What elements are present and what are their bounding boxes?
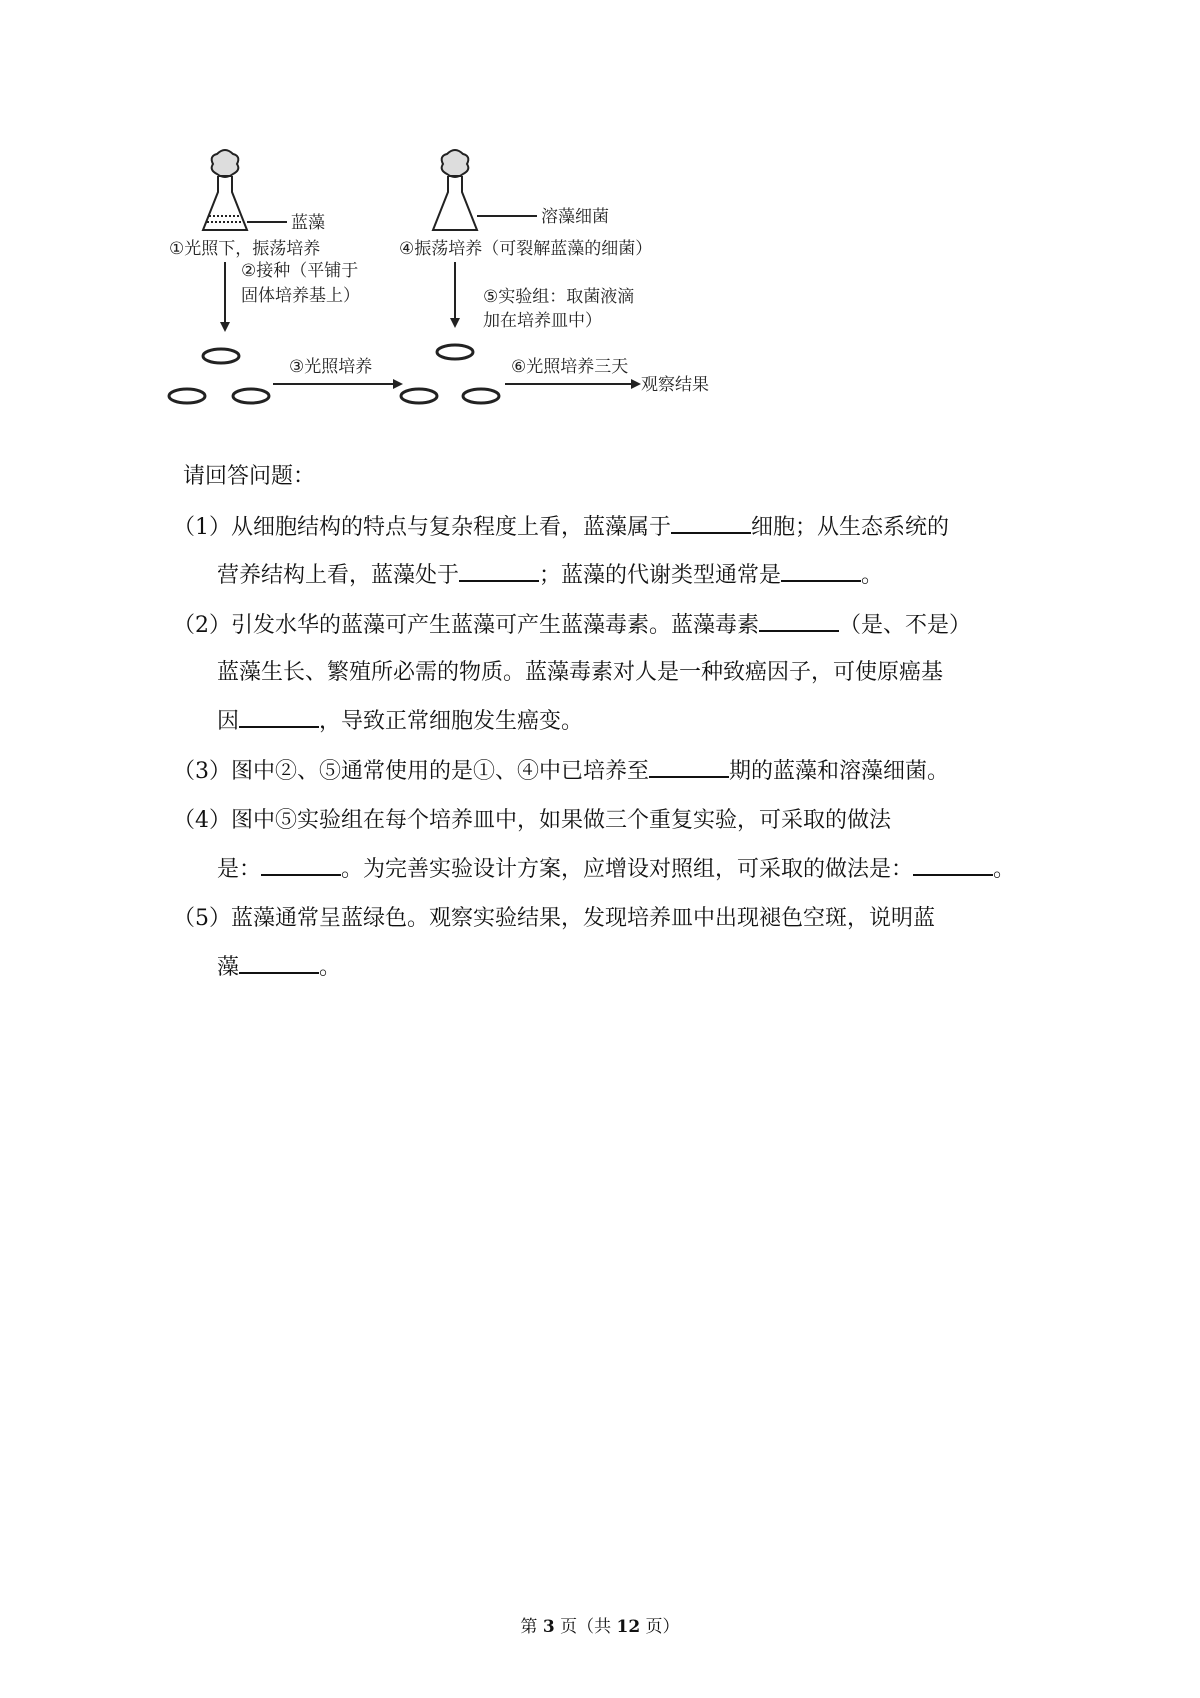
answer-blank [649, 756, 729, 778]
question-3: （3）图中②、⑤通常使用的是①、④中已培养至 期的蓝藻和溶藻细菌。 [173, 756, 949, 787]
petri-dish-icon [233, 389, 269, 403]
answer-blank [239, 952, 319, 974]
step2-label-line1: ②接种（平铺于 [241, 261, 359, 281]
flask-icon [203, 150, 247, 230]
petri-dish-icon [169, 389, 205, 403]
step5-label-line2: 加在培养皿中） [483, 311, 602, 331]
step1-label: ①光照下，振荡培养 [169, 239, 321, 259]
step6-label: ⑥光照培养三天 [511, 357, 629, 377]
answer-blank [671, 512, 751, 534]
answer-blank [781, 560, 861, 582]
question-4: （4）图中⑤实验组在每个培养皿中，如果做三个重复实验，可采取的做法 [173, 808, 891, 833]
answer-blank [459, 560, 539, 582]
answer-blank [239, 706, 319, 728]
question-5: （5）蓝藻通常呈蓝绿色。观察实验结果，发现培养皿中出现褪色空斑，说明蓝 [173, 906, 935, 931]
question-1: （1）从细胞结构的特点与复杂程度上看，蓝藻属于 细胞；从生态系统的 [173, 512, 949, 543]
step4-label: ④振荡培养（可裂解蓝藻的细菌） [399, 239, 653, 259]
petri-dish-icon [203, 349, 239, 363]
question-2-cont: 蓝藻生长、繁殖所必需的物质。蓝藻毒素对人是一种致癌因子，可使原癌基 [217, 660, 944, 685]
question-2-cont2: 因 ，导致正常细胞发生癌变。 [217, 706, 583, 737]
observe-label: 观察结果 [641, 375, 709, 395]
intro-text: 请回答问题： [183, 464, 316, 489]
flask-icon [433, 150, 477, 230]
petri-dish-group-right [401, 345, 499, 403]
answer-blank [261, 854, 341, 876]
question-4-cont: 是： 。为完善实验设计方案，应增设对照组，可采取的做法是： 。 [217, 854, 1015, 885]
experiment-diagram [165, 140, 765, 450]
step3-label: ③光照培养 [289, 357, 373, 377]
page-footer: 第 3 页（共 12 页） [520, 1617, 680, 1637]
question-2: （2）引发水华的蓝藻可产生蓝藻可产生蓝藻毒素。蓝藻毒素 （是、不是） [173, 610, 971, 641]
page-number: 3 [542, 1617, 555, 1637]
petri-dish-icon [401, 389, 437, 403]
question-1-cont: 营养结构上看，蓝藻处于 ；蓝藻的代谢类型通常是 。 [217, 560, 883, 591]
step2-label-line2: 固体培养基上） [241, 286, 360, 306]
label-blue-algae: 蓝藻 [291, 213, 325, 233]
petri-dish-group-left [169, 349, 269, 403]
step5-label-line1: ⑤实验组：取菌液滴 [483, 287, 635, 307]
petri-dish-icon [437, 345, 473, 359]
answer-blank [913, 854, 993, 876]
answer-blank [759, 610, 839, 632]
label-lysing-bacteria: 溶藻细菌 [541, 207, 609, 227]
question-5-cont: 藻 。 [217, 952, 341, 983]
petri-dish-icon [463, 389, 499, 403]
page-total: 12 [616, 1617, 641, 1637]
